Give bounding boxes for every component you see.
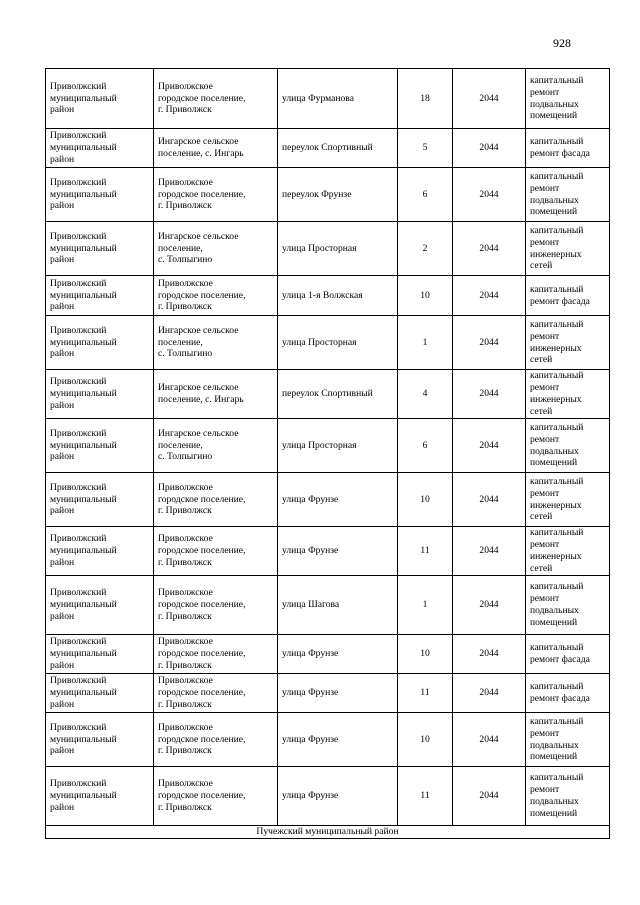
table-row: [46, 576, 610, 635]
house-number-cell: 6: [398, 419, 453, 473]
year-cell: 2044: [453, 473, 526, 527]
settlement-cell: Приволжское городское поселение, г. Приволжск: [154, 276, 278, 316]
year-cell: 2044: [453, 222, 526, 276]
work-type-cell: капитальный ремонт инженерных сетей: [526, 370, 610, 419]
house-number-cell: 4: [398, 370, 453, 419]
house-number-cell: 18: [398, 69, 453, 129]
settlement-cell: Приволжское городское поселение, г. Приволжск: [154, 527, 278, 576]
repair-schedule-table: [45, 68, 610, 839]
table-row: [46, 316, 610, 370]
work-type-cell: капитальный ремонт подвальных помещений: [526, 69, 610, 129]
district-cell: Приволжский муниципальный район: [46, 168, 154, 222]
work-type-cell: капитальный ремонт фасада: [526, 276, 610, 316]
street-cell: улица 1-я Волжская: [278, 276, 398, 316]
work-type-cell: капитальный ремонт подвальных помещений: [526, 576, 610, 635]
district-cell: Приволжский муниципальный район: [46, 370, 154, 419]
section-title-pucheg: Пучежский муниципальный район: [46, 826, 610, 839]
settlement-cell: Приволжское городское поселение, г. Приволжск: [154, 674, 278, 713]
street-cell: переулок Спортивный: [278, 129, 398, 168]
table-row: [46, 527, 610, 576]
table-row: [46, 713, 610, 767]
street-cell: переулок Спортивный: [278, 370, 398, 419]
street-cell: улица Просторная: [278, 419, 398, 473]
work-type-cell: капитальный ремонт подвальных помещений: [526, 168, 610, 222]
year-cell: 2044: [453, 316, 526, 370]
district-cell: Приволжский муниципальный район: [46, 713, 154, 767]
settlement-cell: Приволжское городское поселение, г. Приволжск: [154, 767, 278, 826]
house-number-cell: 11: [398, 767, 453, 826]
house-number-cell: 6: [398, 168, 453, 222]
district-cell: Приволжский муниципальный район: [46, 419, 154, 473]
table-row: [46, 674, 610, 713]
table-body: [46, 69, 610, 839]
house-number-cell: 2: [398, 222, 453, 276]
section-row: [46, 826, 610, 839]
settlement-cell: Ингарское сельское поселение, с. Толпыгино: [154, 222, 278, 276]
house-number-cell: 10: [398, 635, 453, 674]
work-type-cell: капитальный ремонт инженерных сетей: [526, 527, 610, 576]
district-cell: Приволжский муниципальный район: [46, 69, 154, 129]
house-number-cell: 1: [398, 316, 453, 370]
table-row: [46, 69, 610, 129]
table-row: [46, 168, 610, 222]
work-type-cell: капитальный ремонт инженерных сетей: [526, 222, 610, 276]
year-cell: 2044: [453, 713, 526, 767]
table-row: [46, 473, 610, 527]
table-row: [46, 129, 610, 168]
table-row: [46, 767, 610, 826]
district-cell: Приволжский муниципальный район: [46, 635, 154, 674]
street-cell: улица Фрунзе: [278, 767, 398, 826]
settlement-cell: Приволжское городское поселение, г. Приволжск: [154, 576, 278, 635]
work-type-cell: капитальный ремонт инженерных сетей: [526, 473, 610, 527]
street-cell: улица Фрунзе: [278, 674, 398, 713]
house-number-cell: 10: [398, 276, 453, 316]
street-cell: переулок Фрунзе: [278, 168, 398, 222]
page-number: 928: [553, 36, 571, 50]
street-cell: улица Просторная: [278, 222, 398, 276]
work-type-cell: капитальный ремонт фасада: [526, 129, 610, 168]
district-cell: Приволжский муниципальный район: [46, 316, 154, 370]
settlement-cell: Ингарское сельское поселение, с. Ингарь: [154, 129, 278, 168]
district-cell: Приволжский муниципальный район: [46, 276, 154, 316]
district-cell: Приволжский муниципальный район: [46, 767, 154, 826]
table-row: [46, 370, 610, 419]
district-cell: Приволжский муниципальный район: [46, 222, 154, 276]
settlement-cell: Ингарское сельское поселение, с. Ингарь: [154, 370, 278, 419]
table-row: [46, 419, 610, 473]
house-number-cell: 1: [398, 576, 453, 635]
street-cell: улица Просторная: [278, 316, 398, 370]
year-cell: 2044: [453, 370, 526, 419]
table-row: [46, 276, 610, 316]
settlement-cell: Приволжское городское поселение, г. Приволжск: [154, 69, 278, 129]
year-cell: 2044: [453, 576, 526, 635]
year-cell: 2044: [453, 69, 526, 129]
year-cell: 2044: [453, 168, 526, 222]
year-cell: 2044: [453, 767, 526, 826]
settlement-cell: Ингарское сельское поселение, с. Толпыгино: [154, 419, 278, 473]
street-cell: улица Фрунзе: [278, 713, 398, 767]
settlement-cell: Ингарское сельское поселение, с. Толпыгино: [154, 316, 278, 370]
work-type-cell: капитальный ремонт инженерных сетей: [526, 316, 610, 370]
street-cell: улица Шагова: [278, 576, 398, 635]
year-cell: 2044: [453, 674, 526, 713]
district-cell: Приволжский муниципальный район: [46, 527, 154, 576]
work-type-cell: капитальный ремонт подвальных помещений: [526, 419, 610, 473]
work-type-cell: капитальный ремонт фасада: [526, 674, 610, 713]
house-number-cell: 11: [398, 674, 453, 713]
street-cell: улица Фрунзе: [278, 635, 398, 674]
settlement-cell: Приволжское городское поселение, г. Приволжск: [154, 473, 278, 527]
street-cell: улица Фрунзе: [278, 473, 398, 527]
house-number-cell: 11: [398, 527, 453, 576]
work-type-cell: капитальный ремонт подвальных помещений: [526, 713, 610, 767]
year-cell: 2044: [453, 635, 526, 674]
street-cell: улица Фурманова: [278, 69, 398, 129]
district-cell: Приволжский муниципальный район: [46, 129, 154, 168]
work-type-cell: капитальный ремонт фасада: [526, 635, 610, 674]
settlement-cell: Приволжское городское поселение, г. Приволжск: [154, 713, 278, 767]
table-row: [46, 635, 610, 674]
district-cell: Приволжский муниципальный район: [46, 576, 154, 635]
house-number-cell: 10: [398, 713, 453, 767]
work-type-cell: капитальный ремонт подвальных помещений: [526, 767, 610, 826]
district-cell: Приволжский муниципальный район: [46, 674, 154, 713]
year-cell: 2044: [453, 129, 526, 168]
table-row: [46, 222, 610, 276]
district-cell: Приволжский муниципальный район: [46, 473, 154, 527]
settlement-cell: Приволжское городское поселение, г. Приволжск: [154, 635, 278, 674]
street-cell: улица Фрунзе: [278, 527, 398, 576]
year-cell: 2044: [453, 276, 526, 316]
year-cell: 2044: [453, 419, 526, 473]
year-cell: 2044: [453, 527, 526, 576]
house-number-cell: 5: [398, 129, 453, 168]
settlement-cell: Приволжское городское поселение, г. Приволжск: [154, 168, 278, 222]
house-number-cell: 10: [398, 473, 453, 527]
